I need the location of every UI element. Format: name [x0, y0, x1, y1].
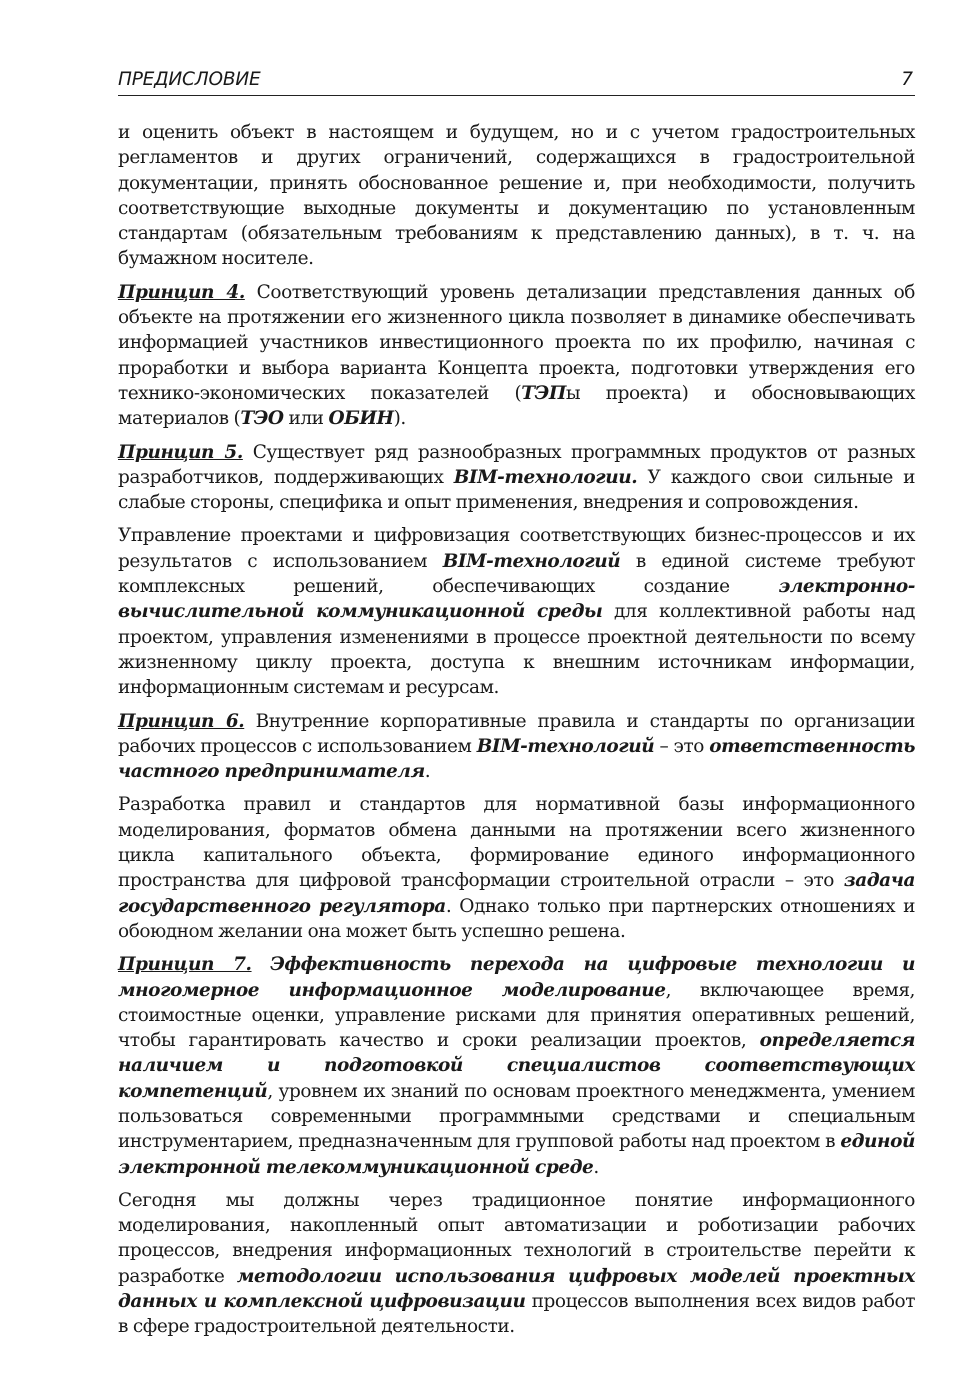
paragraph-6 — [118, 792, 915, 944]
paragraph-1 — [118, 120, 915, 272]
paragraph-principle-7 — [118, 952, 915, 1180]
p5-bold-responsibility: ответственность частного предпринимателя — [118, 735, 915, 783]
p5-text-1: Внутренние корпоративные правила и стандарты по организации рабочих процессов с использованием — [118, 710, 915, 757]
p4-text-1: Управление проектами и цифровизация соответствующих бизнес-процессов и их результатов с использованием — [118, 525, 915, 572]
paragraph-principle-4 — [118, 280, 915, 432]
p2-bold-teo: ТЭО — [240, 408, 284, 430]
p7-text-1: , включающее время, стоимостные оценки, управление рисками для принятия оперативных решений, чтобы гарантировать качество и сроки реализации проектов, — [118, 979, 915, 1052]
p2-text-3: или — [283, 408, 329, 430]
principle-5-label: Принцип 5. — [118, 441, 243, 463]
p2-text-4: ). — [393, 408, 406, 430]
p7-text-3: . — [593, 1156, 599, 1178]
p1-text: и оценить объект в настоящем и будущем, но и с учетом градостроительных регламентов и других ограничений, содержащихся в градостроительной документации, принять обоснованное решение и, при необходимости, получить соответствующие выходные документы и документацию по установленным стандартам (обязательным требованиям к представлению данных), в т. ч. на бумажном носителе. — [118, 122, 915, 270]
p6-text-2: . Однако только при партнерских отношениях и обоюдном желании она может быть успешно решена. — [118, 895, 915, 942]
p8-text-2: процессов выполнения всех видов работ в сфере градостроительной деятельности. — [118, 1291, 916, 1338]
principle-6-label: Принцип 6. — [118, 710, 245, 732]
p4-bold-environment: электронно-вычислительной коммуникационной среды — [118, 576, 915, 623]
principle-7-label: Принцип 7. — [118, 954, 252, 976]
paragraph-principle-5 — [118, 440, 915, 516]
p2-text-1: Соответствующий уровень детализации представления данных об объекте на протяжении его жизненного цикла позволяет в динамике обеспечивать информацией участников инвестиционного проекта по их профилю, начиная с проработки и выбора варианта Концепта проекта, подготовки утверждения его технико-экономических показателей ( — [118, 281, 915, 404]
p4-bold-bim: BIM-технологий — [442, 550, 621, 572]
p3-text-2: У каждого свои сильные и слабые стороны, специфика и опыт применения, внедрения и сопровождения. — [118, 466, 915, 514]
paragraph-4 — [118, 523, 915, 700]
p2-text-2: ы проекта) и обосновывающих материалов ( — [118, 382, 915, 430]
p5-text-3: . — [424, 761, 431, 783]
paragraph-8 — [118, 1188, 915, 1340]
paragraph-principle-6 — [118, 709, 915, 785]
p4-text-2: в единой системе требуют комплексных решений, обеспечивающих создание — [118, 550, 915, 598]
p7-bold-environment: единой электронной телекоммуникационной среде — [118, 1131, 915, 1178]
page-header — [118, 64, 915, 96]
p5-text-2: – это — [654, 735, 710, 757]
p8-bold-methodology: методологии использования цифровых моделей проектных данных и комплексной цифровизации — [118, 1265, 915, 1313]
section-title: ПРЕДИСЛОВИЕ — [118, 69, 261, 90]
p2-bold-obin: ОБИН — [328, 408, 394, 430]
p2-bold-tep: ТЭП — [521, 382, 566, 404]
p6-text-1: Разработка правил и стандартов для нормативной базы информационного моделирования, форматов обмена данными на протяжении всего жизненного цикла капитального объекта, формирование единого информационного пространства для цифровой трансформации строительной отрасли – это — [118, 794, 915, 892]
p7-text-0 — [252, 954, 271, 975]
page-number: 7 — [901, 69, 913, 90]
body-text — [118, 120, 915, 1348]
p8-text-1: Сегодня мы должны через традиционное понятие информационного моделирования, накопленный опыт автоматизации и роботизации рабочих процессов, внедрения информационных технологий в строительстве перейти к разработке — [118, 1189, 915, 1287]
p7-bold-specialists: определяется наличием и подготовкой специалистов соответствующих компетенций — [118, 1030, 915, 1102]
p5-bold-bim: BIM-технологий — [476, 735, 655, 757]
p7-text-2: , уровнем их знаний по основам проектного менеджмента, умением пользоваться современными программными средствами и специальным инструментарием, предназначенным для групповой работы над проектом в — [118, 1080, 915, 1153]
p3-bold-bim: BIM-технологии. — [453, 466, 638, 488]
p3-text-1: Существует ряд разнообразных программных продуктов от разных разработчиков, поддерживающих — [118, 441, 915, 488]
p6-bold-regulator: задача государственного регулятора — [118, 870, 915, 917]
principle-4-label: Принцип 4. — [118, 281, 245, 303]
p4-text-3: для коллективной работы над проектом, управления изменениями в процессе проектной деятельности по всему жизненному циклу проекта, доступа к внешним источникам информации, информационным системам и ресурсам. — [118, 601, 915, 699]
p7-bold-efficiency: Эффективность перехода на цифровые технологии и многомерное информационное моделирование — [118, 954, 915, 1001]
